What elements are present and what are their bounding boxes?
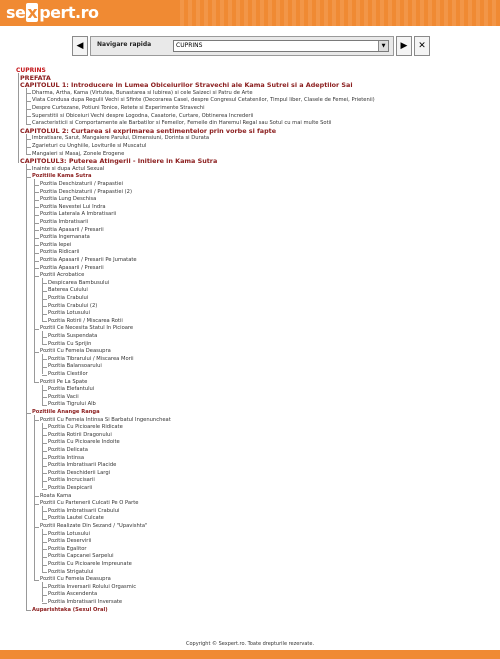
toc-item-link[interactable]: Pozitia Cu Picioarele Indoite <box>48 439 120 446</box>
toc-chapter-link[interactable]: CAPITOLUL 1: Introducere in Lumea Obiceiurilor Stravechi ale Kama Sutrei si a Adeptilor Sai <box>20 81 353 90</box>
toc-item-link[interactable]: Pozitia Crabului (2) <box>48 302 98 309</box>
toc-item-link[interactable]: Pozitia Crabului <box>48 295 89 301</box>
toc-item-link[interactable]: Pozitia Lung Deschisa <box>40 196 97 203</box>
toc-item-link[interactable]: Pozitia Tibrarului / Miscarea Morii <box>48 355 134 362</box>
toc-item-link[interactable]: Pozitiile Anange Ranga <box>32 409 100 415</box>
toc-item-link[interactable]: Pozitii Acrobatice <box>40 272 85 279</box>
quick-navigation-toolbar <box>72 36 428 56</box>
toc-item-link[interactable]: Pozitia Apasarii / Presarii <box>40 226 104 233</box>
toc-item-link[interactable]: Pozitii Pe La Spate <box>40 378 88 385</box>
toc-item-link[interactable]: Pozitia Lautei Culcate <box>48 515 104 522</box>
toc-item-link[interactable]: Pozitia Imbratisarii <box>40 219 89 225</box>
toc-item-link[interactable]: Pozitia Despicarii <box>48 485 93 491</box>
toc-item-link[interactable]: Pozitia Laterala A Imbratisarii <box>40 211 117 218</box>
toc-item-link[interactable]: Pozitia Imbratisarii Placide <box>48 462 117 469</box>
arrow-left-icon: ◀ <box>76 41 84 51</box>
toc-item-link[interactable]: Pozitia Incrucisarii <box>48 477 95 484</box>
tree-connector <box>42 603 47 604</box>
tree-connector <box>26 154 31 155</box>
toc-item-link[interactable]: Pozitia Intinsa <box>48 454 85 461</box>
toc-item-link[interactable]: Pozitia Vacii <box>48 393 79 400</box>
tree-connector <box>18 162 19 163</box>
tree-connector <box>42 529 43 572</box>
toc-item-link[interactable]: Mangaieri si Masaj, Zonele Erogene <box>32 150 125 157</box>
toc-item-link[interactable]: Auparishtaka (Sexul Oral) <box>32 606 108 613</box>
toc-item-link[interactable]: Pozitia Cu Picioarele Ridicate <box>48 424 123 431</box>
tree-connector <box>42 354 43 374</box>
next-page-button[interactable] <box>396 36 412 56</box>
quick-nav-select[interactable] <box>173 40 389 52</box>
toc-item-link[interactable]: Pozitia Ingemanata <box>40 234 90 241</box>
toc-item-link[interactable]: Pozitia Lotusului <box>48 530 91 537</box>
toc-item-link[interactable]: Pozitia Tigrului Alb <box>48 401 96 408</box>
toc-item-link[interactable]: Pozitia Deservirii <box>48 538 92 545</box>
quick-nav-selected-value: CUPRINS <box>176 42 203 49</box>
toc-item-link[interactable]: Pozitii Cu Partenerii Culcati Pe O Parte <box>40 500 139 507</box>
tree-connector <box>42 572 47 573</box>
toc-item-link[interactable]: Pozitia Rotirii / Miscarea Rotii <box>48 317 123 324</box>
arrow-right-icon: ▶ <box>400 41 408 51</box>
site-logo[interactable]: se x pert.ro <box>6 3 99 22</box>
toc-item-link[interactable]: Pozitia Iepei <box>40 241 72 248</box>
toc-item-link[interactable]: Pozitia Inversarii Rolului Orgasmic <box>48 583 137 590</box>
toc-item-link[interactable]: Pozitia Egalitor <box>48 545 87 552</box>
quick-nav-label: Navigare rapida <box>97 41 152 48</box>
tree-connector <box>34 415 35 580</box>
quick-nav-panel <box>90 36 394 56</box>
toc-item-link[interactable]: Despicarea Bambusului <box>48 279 110 286</box>
toc-item-link[interactable]: Pozitia Deschizaturii / Prapastiei <box>40 181 123 187</box>
site-header <box>0 0 500 26</box>
tree-connector <box>42 375 47 376</box>
tree-connector <box>26 134 27 154</box>
close-button[interactable] <box>414 36 430 56</box>
toc-item-link[interactable]: Pozitia Deschiderii Largi <box>48 469 111 476</box>
previous-page-button[interactable] <box>72 36 88 56</box>
tree-connector <box>26 124 31 125</box>
toc-item-link[interactable]: Pozitia Imbratisarii Crabului <box>48 507 120 514</box>
toc-item-link[interactable]: Pozitia Cu Picioarele Impreunate <box>48 561 132 567</box>
toc-item-link[interactable]: Pozitia Ridicarii <box>40 249 80 256</box>
toc-item-link[interactable]: Pozitia Imbratisarii Inversate <box>48 599 123 605</box>
toc-item-link[interactable]: Pozitia Nevestei Lui Indra <box>40 203 106 210</box>
tree-connector <box>26 88 27 124</box>
toc-chapter-link[interactable]: CAPITOLUL3: Puterea Atingerii - Initiere in Kama Sutra <box>20 157 218 166</box>
toc-chapter-link[interactable]: PREFATA <box>20 73 51 82</box>
toc-item-link[interactable]: Pozitia Ascendenta <box>48 591 98 598</box>
toc-item-link[interactable]: Pozitia Deschizaturii / Prapastiei (2) <box>40 188 132 195</box>
toc-item-link[interactable]: Caracteristicii si Comportamente ale Barbatilor si Femeilor, Femeile din Haremul Regal sau Sotul cu mai multe Sotii <box>32 120 332 127</box>
tree-connector <box>26 164 27 610</box>
toc-item-link[interactable]: Pozitia Strigatului <box>48 568 94 575</box>
tree-connector <box>34 179 35 382</box>
tree-connector <box>42 331 43 344</box>
toc-item-link[interactable]: Pozitia Clestilor <box>48 371 88 377</box>
tree-connector <box>18 73 19 162</box>
tree-connector <box>42 385 43 405</box>
toc-item-link[interactable]: Zgarieturi cu Unghiile, Loviturile si Muscatul <box>32 143 147 149</box>
toc-item-link[interactable]: Viata Condusa dupa Regulii Vechi si Sfinte (Decorarea Casei, despre Congresul Cetatenilor, Timpul liber, Clasele de Femei, Prietenii) <box>32 97 375 104</box>
toc-item-link[interactable]: Dharma, Artha, Kama (Virtutea, Bunastarea si Iubirea) si cele Saizeci si Patru de Arte <box>32 89 253 96</box>
toc-item-link[interactable]: Pozitia Apasarii / Presarii <box>40 264 104 271</box>
toc-item-link[interactable]: Pozitii Realizate Din Sezand / "Upavishta" <box>40 523 148 529</box>
tree-connector <box>34 382 39 383</box>
tree-connector <box>26 610 31 611</box>
tree-connector <box>42 489 47 490</box>
toc-item-link[interactable]: Pozitii Cu Femeia Intinsa Si Barbatul Ingenuncheat <box>40 416 171 423</box>
toc-item-link[interactable]: Pozitia Delicata <box>48 447 88 453</box>
toc-item-link[interactable]: Pozitia Cu Sprijin <box>48 340 92 347</box>
page-footer <box>0 636 500 659</box>
toc-item-link[interactable]: Superstitii si Obiceiuri Vechi despre Logodna, Casatorie, Curtare, Obtinerea Increderii <box>32 112 254 119</box>
toc-item-link[interactable]: Pozitia Suspendata <box>48 333 98 339</box>
tree-connector <box>42 519 47 520</box>
toc-item-link[interactable]: Pozitia Lotusului <box>48 310 91 317</box>
toc-item-link[interactable]: Pozitii Cu Femeia Deasupra <box>40 348 111 355</box>
header-decoration <box>180 0 500 26</box>
tree-connector <box>34 580 39 581</box>
tree-connector <box>42 278 43 321</box>
tree-connector <box>42 405 47 406</box>
toc-item-link[interactable]: Despre Curtezane, Potiuni Tonice, Retete si Experimente Stravechi <box>32 105 205 111</box>
toc-chapter-link[interactable]: CAPITOLUL 2: Curtarea si exprimarea sentimentelor prin vorbe si fapte <box>20 126 277 135</box>
tree-connector <box>42 321 47 322</box>
footer-bar <box>0 650 500 659</box>
chevron-down-icon[interactable]: ▼ <box>378 41 388 51</box>
tree-connector <box>42 344 47 345</box>
toc-item-link[interactable]: Pozitii Ce Necesita Statul In Picioare <box>40 325 134 332</box>
tree-connector <box>42 423 43 489</box>
close-icon: ✕ <box>418 41 426 51</box>
toc-item-link[interactable]: Pozitiile Kama Sutra <box>32 173 92 180</box>
toc-item-link[interactable]: Pozitia Capcanei Sarpelui <box>48 553 114 560</box>
toc-item-link[interactable]: Imbratisare, Sarut, Mangaiere Parului, Dimensiuni, Dorinta si Durata <box>32 135 210 142</box>
toc-item-link[interactable]: Pozitia Balansoarului <box>48 363 102 370</box>
toc-item-link[interactable]: Roata Kama <box>40 492 72 499</box>
toc-item-link[interactable]: Inainte si dupa Actul Sexual <box>32 165 105 172</box>
tree-connector <box>42 506 43 519</box>
toc-chapter-link[interactable]: CUPRINS <box>16 67 46 74</box>
tree-connector <box>42 582 43 602</box>
toc-item-link[interactable]: Pozitii Cu Femeia Deasupra <box>40 576 111 583</box>
toc-item-link[interactable]: Baterea Cuiului <box>48 287 88 294</box>
copyright-text: Copyright © Sexpert.ro. Toate drepturile rezervate. <box>185 641 315 647</box>
toc-item-link[interactable]: Pozitia Rotirii Dragonului <box>48 431 112 438</box>
toc-item-link[interactable]: Pozitia Apasarii / Presarii Pe Jumatate <box>40 257 137 263</box>
toc-item-link[interactable]: Pozitia Elefantului <box>48 386 95 393</box>
